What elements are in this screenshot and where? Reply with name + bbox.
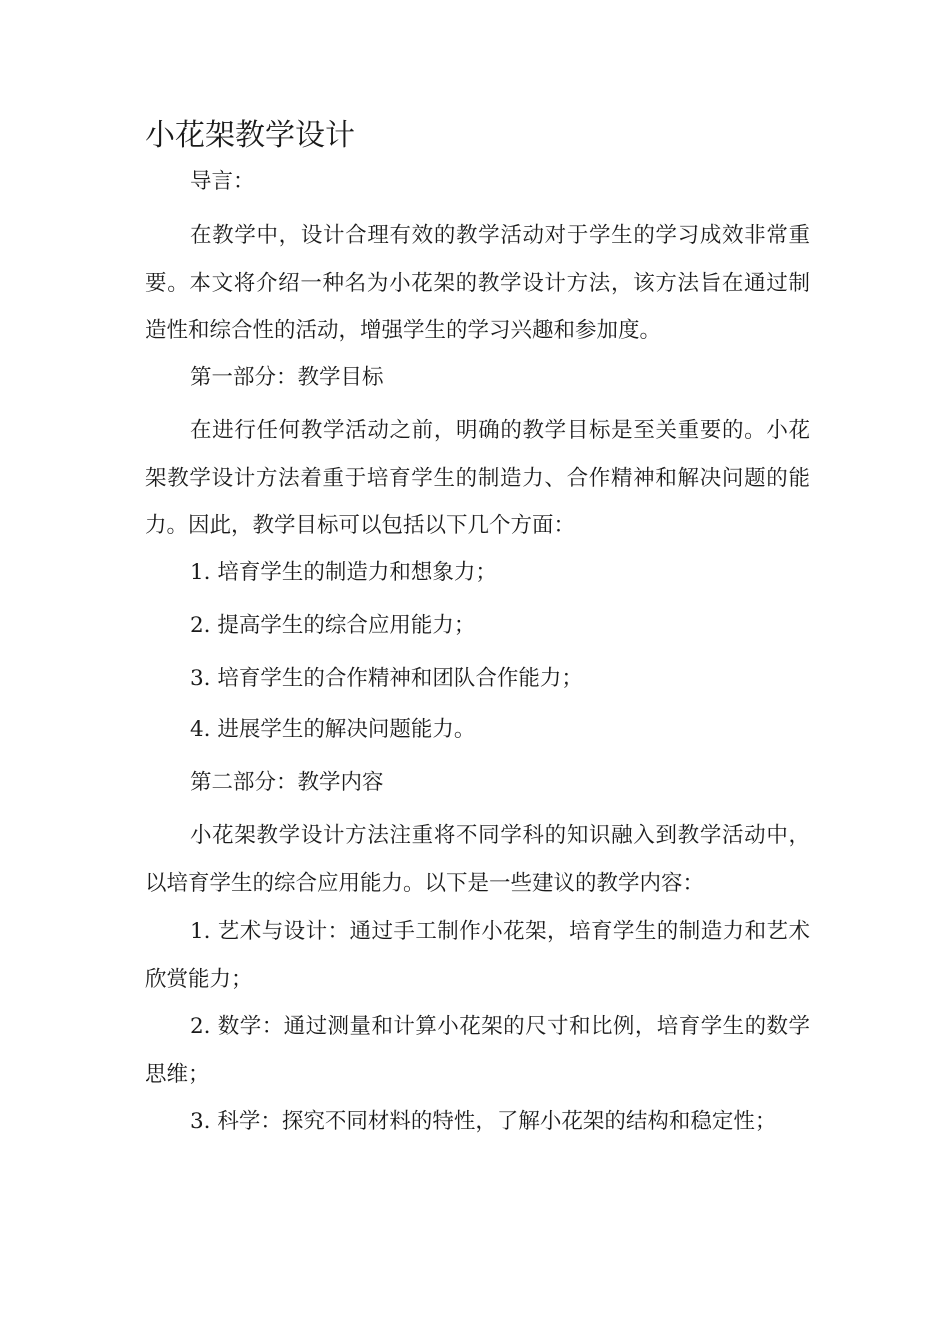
part2-paragraph: 小花架教学设计方法注重将不同学科的知识融入到教学活动中，以培育学生的综合应用能力。以下是一些建议的教学内容： — [145, 823, 810, 896]
intro-paragraph: 在教学中，设计合理有效的教学活动对于学生的学习成效非常重要。本文将介绍一种名为小花架的教学设计方法，该方法旨在通过制造性和综合性的活动，增强学生的学习兴趣和参加度。 — [145, 223, 810, 343]
part1-heading: 第一部分：教学目标 — [190, 365, 384, 390]
list-item: 3. 培育学生的合作精神和团队合作能力； — [190, 666, 583, 691]
list-item: 2. 提高学生的综合应用能力； — [190, 613, 476, 638]
part2-heading: 第二部分：教学内容 — [190, 770, 384, 795]
list-item: 2. 数学：通过测量和计算小花架的尺寸和比例，培育学生的数学思维； — [145, 1014, 810, 1087]
part1-paragraph: 在进行任何教学活动之前，明确的教学目标是至关重要的。小花架教学设计方法着重于培育学生的制造力、合作精神和解决问题的能力。因此，教学目标可以包括以下几个方面： — [145, 418, 810, 538]
list-item: 3. 科学：探究不同材料的特性，了解小花架的结构和稳定性； — [190, 1109, 777, 1134]
list-item: 1. 培育学生的制造力和想象力； — [190, 560, 497, 585]
document-title: 小花架教学设计 — [145, 118, 355, 153]
list-item: 1. 艺术与设计：通过手工制作小花架，培育学生的制造力和艺术欣赏能力； — [145, 919, 810, 992]
intro-heading: 导言： — [190, 169, 255, 194]
list-item: 4. 进展学生的解决问题能力。 — [190, 717, 476, 742]
